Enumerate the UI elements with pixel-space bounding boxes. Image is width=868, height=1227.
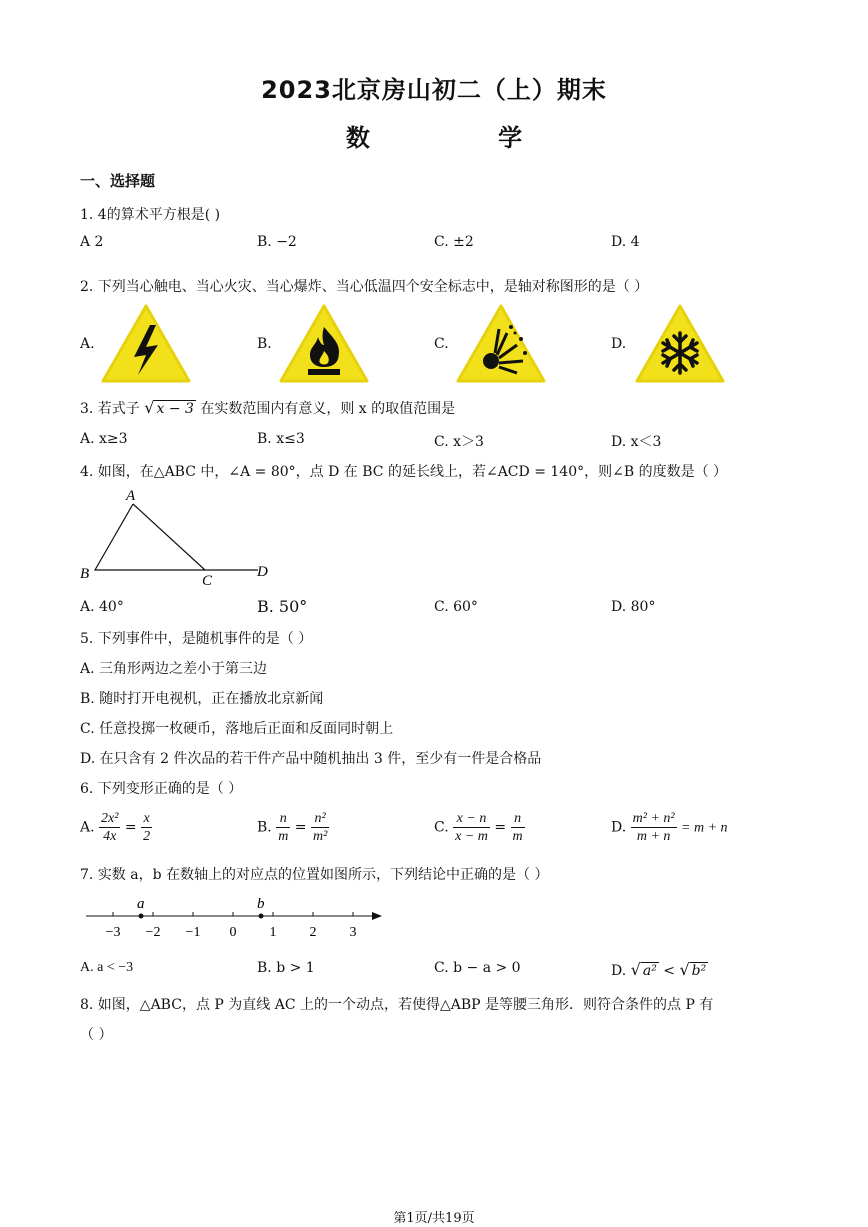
q2-label-c: C. (434, 336, 449, 352)
fraction: $\frac{\text{n²}}{\text{m²}}$ (312, 811, 328, 844)
axis-tick-label: −3 (105, 925, 121, 940)
point-b (259, 914, 264, 919)
q5-option-c: C. 任意投掷一枚硬币，落地后正面和反面同时朝上 (80, 721, 394, 737)
page-subject: 数 学 (345, 124, 583, 152)
q3-option-d: D. x＜3 (611, 434, 662, 450)
question-1-stem: 1. 4的算术平方根是( ) (80, 207, 221, 223)
triangle-figure (76, 486, 276, 590)
vertex-b-label: B (80, 566, 90, 582)
question-6-stem: 6. 下列变形正确的是（ ） (80, 781, 243, 797)
q1-option-a: A 2 (80, 234, 104, 250)
explosion-warning-sign-icon (455, 303, 547, 385)
axis-tick-label: 0 (229, 925, 237, 940)
q6-option-b: B. $\frac{n}{m}$ = $\frac{\text{n²}}{\text{m²}}$ (257, 811, 328, 844)
q4-option-d: D. 80° (611, 599, 656, 615)
q2-label-b: B. (257, 336, 272, 352)
q4-option-b: B. 50° (257, 597, 308, 616)
question-2-stem: 2. 下列当心触电、当心火灾、当心爆炸、当心低温四个安全标志中，是轴对称图形的是（ ） (80, 279, 649, 295)
q3-option-b: B. x≤3 (257, 431, 305, 447)
q7-option-a: A. a < −3 (80, 960, 134, 975)
q5-option-b: B. 随时打开电视机，正在播放北京新闻 (80, 691, 324, 707)
point-b-label: b (257, 896, 265, 912)
fraction: $\frac{\text{m² + n²}}{m + n}$ (632, 811, 675, 844)
question-4-stem: 4. 如图，在△ABC 中，∠A = 80°，点 D 在 BC 的延长线上，若∠ACD = 140°，则∠B 的度数是（ ） (80, 464, 728, 480)
axis-tick-label: −1 (185, 925, 201, 940)
sqrt-expression: x − 3 (156, 401, 194, 417)
number-line (80, 890, 390, 942)
q1-option-d: D. 4 (611, 234, 640, 250)
triangle-sides (95, 504, 258, 570)
fraction: $\frac{x}{2}$ (143, 811, 151, 844)
q7-option-c: C. b − a > 0 (434, 960, 521, 976)
q3-option-a: A. x≥3 (80, 431, 128, 447)
fraction: $\frac{n}{m}$ (512, 811, 523, 844)
q3-option-c: C. x＞3 (434, 434, 484, 450)
point-a-label: a (137, 896, 145, 912)
q1-option-b: B. −2 (257, 234, 297, 250)
fraction: $\frac{\text{2x²}}{4x}$ (101, 811, 119, 844)
axis-tick-label: −2 (145, 925, 161, 940)
q4-option-c: C. 60° (434, 599, 478, 615)
q2-label-a: A. (80, 336, 95, 352)
question-5-stem: 5. 下列事件中，是随机事件的是（ ） (80, 631, 313, 647)
axis-tick-label: 3 (349, 925, 357, 940)
point-d-label: D (257, 564, 268, 580)
page-title: 2023北京房山初二（上）期末 (261, 76, 607, 104)
question-8-paren: （ ） (80, 1027, 113, 1043)
question-8-stem: 8. 如图，△ABC，点 P 为直线 AC 上的一个动点，若使得△ABP 是等腰三角形．则符合条件的点 P 有 (80, 997, 714, 1013)
q7-option-b: B. b > 1 (257, 960, 315, 976)
axis-tick-label: 2 (309, 925, 317, 940)
vertex-a-label: A (126, 488, 136, 504)
question-7-stem: 7. 实数 a，b 在数轴上的对应点的位置如图所示，下列结论中正确的是（ ） (80, 867, 549, 883)
axis-tick-label: 1 (269, 925, 277, 940)
point-a (139, 914, 144, 919)
q2-label-d: D. (611, 336, 627, 352)
q4-option-a: A. 40° (80, 599, 124, 615)
fraction: $\frac{n}{m}$ (278, 811, 289, 844)
lightning-warning-sign-icon (100, 303, 192, 385)
q6-option-d: D. $\frac{\text{m² + n²}}{m + n}$ = m + n (611, 811, 728, 844)
q5-option-d: D. 在只含有 2 件次品的若干件产品中随机抽出 3 件，至少有一件是合格品 (80, 751, 542, 767)
q6-option-a: A. $\frac{\text{2x²}}{4x}$ = $\frac{x}{2}$ (80, 811, 151, 844)
section-heading: 一、选择题 (80, 172, 156, 190)
fire-warning-sign-icon (278, 303, 370, 385)
question-3-stem: 3. 若式子 √ x − 3 在实数范围内有意义，则 x 的取值范围是 (80, 398, 456, 417)
arrow-right-icon (372, 912, 382, 920)
q6-option-c: C. $\frac{x - n}{x - m}$ = $\frac{n}{m}$ (434, 811, 523, 844)
fraction: $\frac{x - n}{x - m}$ (455, 811, 488, 844)
q1-option-c: C. ±2 (434, 234, 474, 250)
q7-option-d: D. √ a² < √ b² (611, 960, 707, 979)
triangle-side-ac (133, 504, 205, 570)
page-footer: 第1页/共19页 (393, 1211, 475, 1226)
vertex-c-label: C (202, 573, 213, 589)
q5-option-a: A. 三角形两边之差小于第三边 (80, 661, 268, 677)
snowflake-warning-sign-icon (634, 303, 726, 385)
